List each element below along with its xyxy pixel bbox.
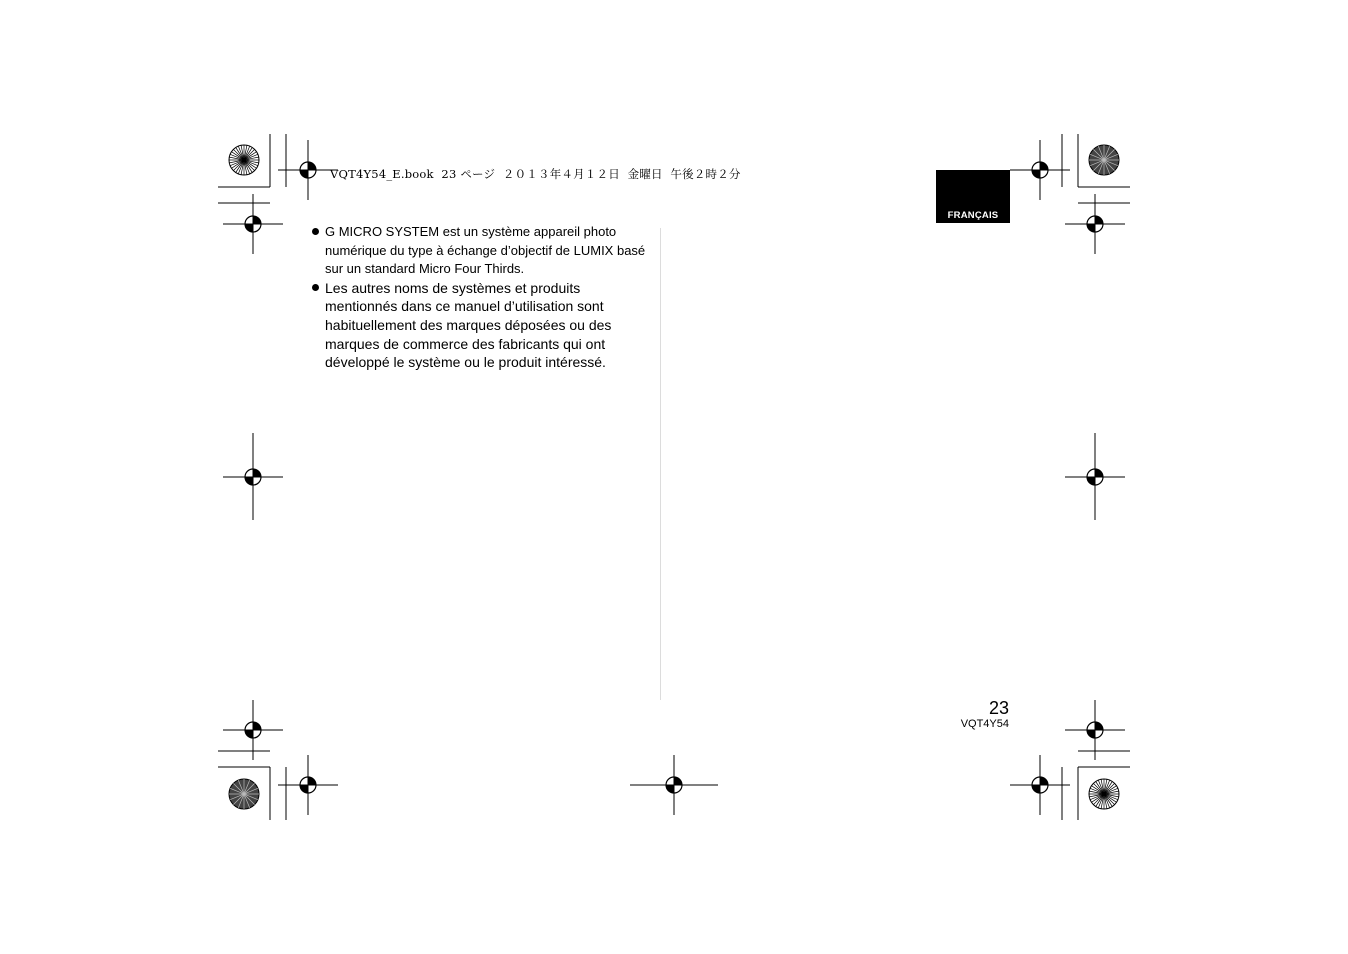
list-item-text: G MICRO SYSTEM est un système appareil photo numérique du type à échange d’objectif de LUMIX basé sur un standard Micro Four Thirds. [325, 224, 646, 277]
bullet-icon [312, 228, 319, 235]
main-text-column [310, 223, 650, 372]
book-file-header: VQT4Y54_E.book 23 ページ ２０１３年４月１２日 金曜日 午後２時２分 [330, 167, 741, 181]
language-tab-label: FRANÇAIS [947, 210, 999, 221]
bullet-icon [312, 284, 319, 291]
page-number: 23 [988, 698, 1009, 718]
model-code: VQT4Y54 [960, 718, 1009, 730]
column-divider [660, 228, 661, 700]
list-item [310, 223, 650, 279]
language-tab [936, 170, 1010, 223]
list-item [310, 279, 650, 372]
list-item-text: Les autres noms de systèmes et produits mentionnés dans ce manuel d’utilisation sont habituellement des marques déposées ou des marques de commerce des fabricants qui ont développé le système ou le produit intéressé. [325, 279, 612, 371]
